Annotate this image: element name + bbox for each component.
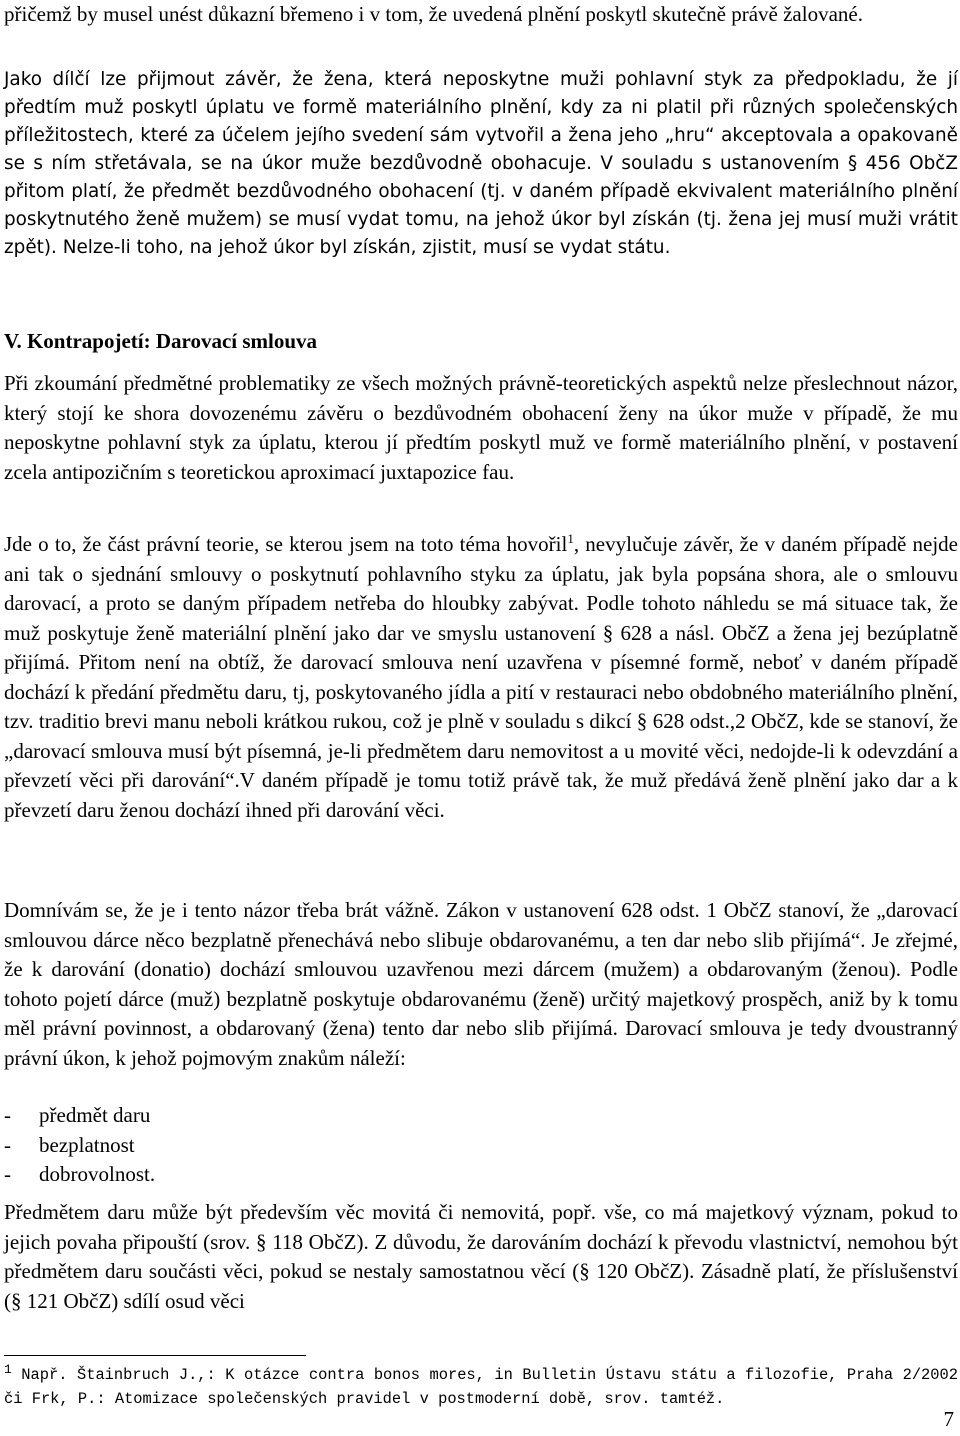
list-dash: - xyxy=(4,1132,11,1157)
paragraph-theory-text-b: , nevylučuje závěr, že v daném případě nejde ani tak o sjednání smlouvy o poskytnutí pohlavního styku za úplatu, jak byla popsána shora, ale o smlouvu darovací, a proto se daným případem netřeba do hloubky zabývat. Podle tohoto náhledu se má situace tak, že muž poskytuje ženě materiální plnění jako dar ve smyslu ustanovení § 628 a násl. ObčZ a žena jej bezúplatně přijímá. Přitom není na obtíž, že darovací smlouva není uzavřena v písemné formě, neboť v daném případě dochází k předání předmětu daru, tj, poskytovaného jídla a pití v restauraci nebo obdobného materiálního plnění, tzv. traditio brevi manu neboli krátkou rukou, což je plně v souladu s dikcí § 628 odst.,2 ObčZ, kde se stanoví, že „darovací smlouva musí být písemná, je-li předmětem daru nemovitost a u movité věci, nedojde-li k odevzdání a převzetí věci při darování“.V daném případě je tomu totiž právě tak, že muž předává ženě plnění jako dar a k převzetí daru ženou dochází ihned při darování věci. xyxy=(4,532,958,822)
list-item-text: bezplatnost xyxy=(39,1132,135,1157)
list-dash: - xyxy=(4,1103,11,1127)
list-item-text: dobrovolnost. xyxy=(39,1162,156,1186)
list-item xyxy=(4,1131,155,1161)
footnote-reference: 1 xyxy=(567,531,574,546)
paragraph-theory xyxy=(4,530,958,825)
paragraph-intro xyxy=(4,369,958,487)
paragraph-unjust-enrichment: Jako dílčí lze přijmout závěr, že žena, která neposkytne muži pohlavní styk za předpokladu, že jí předtím muž poskytl úplatu ve formě materiálního plnění, kdy za ni platil při různých společenských příležitostech, které za účelem jejího svedení sám vytvořil a žena jeho „hru“ akceptovala a opakovaně se s ním střetávala, se na úkor muže bezdůvodně obohacuje. V souladu s ustanovením § 456 ObčZ přitom platí, že předmět bezdůvodného obohacení (tj. v daném případě ekvivalent materiálního plnění poskytnutého ženě mužem) se musí vydat tomu, na jehož úkor byl získán (tj. žena jej musí muži vrátit zpět). Nelze-li toho, na jehož úkor byl získán, zjistit, musí se vydat státu. xyxy=(4,69,958,258)
list-item xyxy=(4,1101,155,1131)
section-heading: V. Kontrapojetí: Darovací smlouva xyxy=(4,329,318,353)
footnote-text: Např. Štainbruch J.,: K otázce contra bonos mores, in Bulletin Ústavu státu a filozofie, Praha 2/2002 či Frk, P.: Atomizace společenských pravidel v postmoderní době, srov. tamtéž. xyxy=(4,1366,958,1408)
paragraph-opinion: Domnívám se, že je i tento názor třeba brát vážně. Zákon v ustanovení 628 odst. 1 ObčZ stanoví, že „darovací smlouvou dárce něco bezplatně přenechává nebo slibuje obdarovanému, a ten dar nebo slib přijímá“. Je zřejmé, že k darování (donatio) dochází smlouvou uzavřenou mezi dárcem (mužem) a obdarovaným (ženou). Podle tohoto pojetí dárce (muž) bezplatně poskytuje obdarovanému (ženě) určitý majetkový prospěch, aniž by k tomu měl právní povinnost, a obdarovaný (žena) tento dar nebo slib přijímá. Darovací smlouva je tedy dvoustranný právní úkon, k jehož pojmovým znakům náleží: xyxy=(4,898,958,1070)
list-item-text: předmět daru xyxy=(39,1103,151,1127)
paragraph-subject-of-gift: Předmětem daru může být především věc movitá či nemovitá, popř. vše, co má majetkový význam, pokud to jejich povaha připouští (srov. § 118 ObčZ). Z důvodu, že darováním dochází k převodu vlastnictví, nemohou být předmětem daru součásti věci, pokud se nestaly samostatnou věcí (§ 120 ObčZ). Zásadně platí, že příslušenství (§ 121 ObčZ) sdílí osud věci xyxy=(4,1200,958,1313)
footnote-divider xyxy=(4,1355,306,1356)
list-dash: - xyxy=(4,1162,11,1186)
list-item xyxy=(4,1160,155,1190)
paragraph-intro-text: Při zkoumání předmětné problematiky ze všech možných právně-teoretických aspektů nelze přeslechnout názor, který stojí ke shora dovozenému závěru o bezdůvodném obohacení ženy na úkor muže v případě, že mu neposkytne pohlavní styk za úplatu, kterou jí předtím poskytl muž ve formě materiálního plnění, v postavení zcela antipozičním s teoretickou aproximací juxtapozice fau. xyxy=(4,371,958,484)
paragraph-continuation: přičemž by musel unést důkazní břemeno i v tom, že uvedená plnění poskytl skutečně právě žalované. xyxy=(4,2,863,26)
paragraph-theory-text-a: Jde o to, že část právní teorie, se kterou jsem na toto téma hovořil xyxy=(4,532,568,556)
footnote xyxy=(4,1363,958,1411)
page-number: 7 xyxy=(943,1407,954,1431)
footnote-number: 1 xyxy=(4,1361,12,1377)
element-list xyxy=(4,1101,155,1190)
